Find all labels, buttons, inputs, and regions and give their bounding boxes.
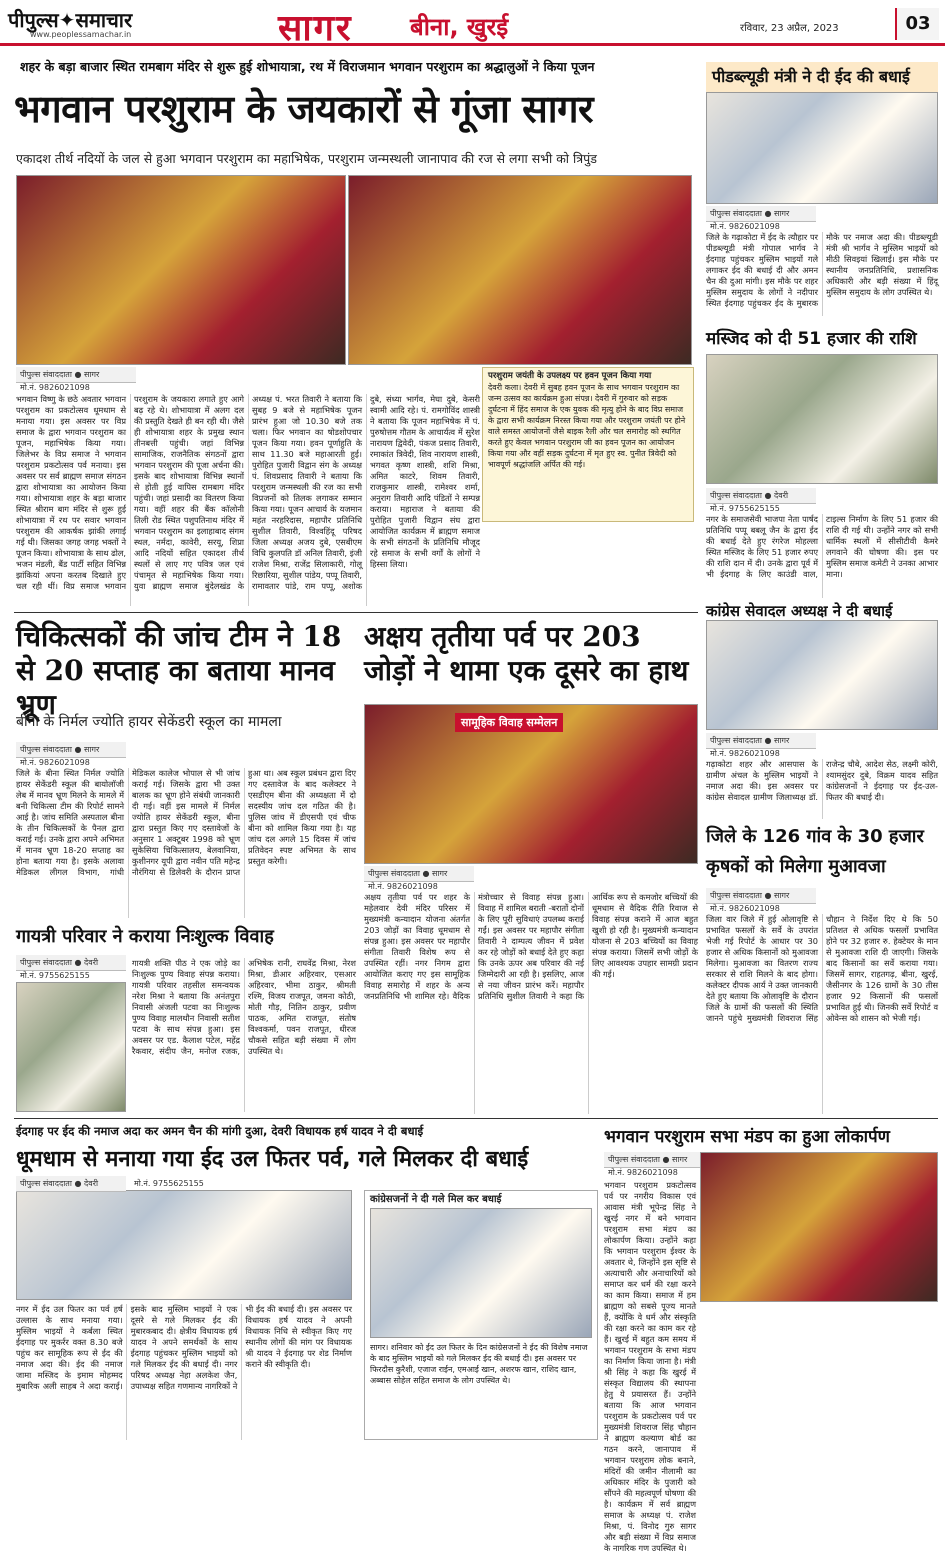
lead-kicker: शहर के बड़ा बाजार स्थित रामबाग मंदिर से शुरू हुई शोभायात्रा, रथ में विराजमान भगवान परशुराम का श्रद्धालुओं ने किया पूजन: [20, 59, 595, 74]
embryo-byline: पीपुल्स संवाददाता ● सागर: [16, 742, 126, 758]
hall-contact: मो.नं. 9826021098: [608, 1168, 678, 1177]
pwd-body: जिले के गढ़ाकोटा में ईद के त्यौहार पर पीडब्ल्यूडी मंत्री गोपाल भार्गव ने ईदगाह पहुंचकर मुस्लिम भाइयों गले लगाकर ईद की बधाई दी और अमन चैन की दुआ मांगी। इस मौके पर शहर मुस्लिम समुदाय के लोगों ने नदीपार स्थित ईदगाह पहुंचकर ईद के मुबारक मौके पर नमाज अदा की। पीडब्ल्यूडी मंत्री श्री भार्गव ने मुस्लिम भाइयों को मीठी सिवइयां खिलाई। इस मौके पर स्थानीय जनप्रतिनिधि, प्रशासनिक अधिकारी और बड़ी संख्या में हिंदू मुस्लिम समुदाय के लोग उपस्थित थे।: [706, 232, 938, 308]
eid-byline: पीपुल्स संवाददाता ● देवरी: [16, 1176, 126, 1192]
eid-caption-photo: [370, 1208, 592, 1338]
lead-photo-left: [16, 175, 346, 365]
lead-body: भगवान विष्णु के छठे अवतार भगवान परशुराम का प्रकटोत्सव धूमधाम से मनाया गया। इस अवसर पर विप्र समाज के द्वारा भगवान परशुराम का पूजन, महाभिषेक किया गया। जिलेभर के विप्र समाज ने भगवान परशुराम प्रकटोत्सव पर्व मनाया। इस अवसर पर सर्व ब्राह्मण समाज संगठन द्वारा शोभायात्रा का आयोजन किया गया। शोभायात्रा शहर के बड़ा बाजार स्थित श्रीराम बाग मंदिर से शुरू हुई शोभायात्रा में रथ पर सवार भगवान परशुराम की आकर्षक झांकी लगाई गई थी। जिसका जगह जगह भक्तों ने पूजन किया। शोभायात्रा के साथ ढोल, भजन मंडली, बैंड पार्टी सहित विभिन्न झांकियां अपना करतब दिखाते हुए चल रही थीं। विप्र समाज भगवान परशुराम के जयकारा लगाते हुए आगे बढ़ रहे थे। शोभायात्रा में अलग दल की प्रस्तुति देखते ही बन रही थी। जैसे ही शोभायात्रा शहर के प्रमुख स्थान तीनबत्ती पहुंची। जहां विभिन्न सामाजिक, राजनैतिक संगठनों द्वारा भगवान परशुराम की पूजा अर्चना की। इसके बाद शोभायात्रा विभिन्न स्थानों से होती हुई वापिस रामबाग मंदिर पहुंची। जहां प्रसादी का वितरण किया गया। वहीं शहर की बैंक कॉलोनी तिली रोड स्थित पशुपतिनाथ मंदिर में भगवान परशुराम का इलाहाबाद संगम स्थल, नर्मदा, कावेरी, सरयू, शिप्रा आदि नदियों सहित एकादश तीर्थ स्थलों से लाए गए पवित्र जल एवं पंचामृत से महाभिषेक किया गया। युवा ब्राह्मण समाज बुंदेलखंड के अध्यक्ष पं. भरत तिवारी ने बताया कि सुबह 9 बजे से महाभिषेक पूजन प्रारंभ हुआ जो 10.30 बजे तक चला। फिर भगवान का षोडशोपचार पूजन किया गया। हवन पूर्णाहुति के साथ 11.30 बजे महाआरती हुई। पुरोहित पुजारी विद्वान संग के अध्यक्ष पं. शिवप्रसाद तिवारी ने बताया कि परशुराम जन्मस्थली की रज का सभी विप्रजनों को तिलक लगाकर सम्मान किया गया। पूजन आचार्य के यजमान महंत नरहरिदास, महापौर प्रतिनिधि सुशील तिवारी, विश्वहिंदू परिषद जिला अध्यक्ष अजय दुबे, एसबीएम विधि कुलपति डॉ अनिल तिवारी, इंजी राजेश मिश्रा, राजेंद्र सिलाकारी, गोलू रिछारिया, सुशील पांडेय, पप्पू तिवारी, रामावतार पांडे, राम पप्पू, अशोक दुबे, संध्या भार्गव, मेघा दुबे, केसरी स्वामी आदि रहे। पं. रामगोविंद शास्त्री ने बताया कि पूजन महाभिषेक में पं. पुरुषोत्तम गौतम के आचार्यत्व में सुरेश नारायण द्विवेदी, पंकज प्रसाद तिवारी, रमाकांत त्रिवेदी, शिव नारायण शास्त्री, भगवत कृष्ण शास्त्री, शशि मिश्रा, अमित काटरे, शिवम तिवारी, राजकुमार शास्त्री, रामेश्वर शर्मा, अनुराग तिवारी आदि पंडितों ने सम्पन्न कराया। महाराज ने बताया की पुरोहित पुजारी विद्वान संघ द्वारा आयोजित कार्यक्रम में ब्राह्मण समाज के सभी संगठनों के प्रतिनिधि मौजूद रहे समाज के सभी वर्गों के लोगों ने हिस्सा लिया।: [16, 394, 480, 591]
section-title: सागर: [278, 7, 353, 49]
lead-photo-right: [348, 175, 692, 365]
gayatri-headline: गायत्री परिवार ने कराया निःशुल्क विवाह: [16, 926, 274, 947]
gayatri-body: गायत्री शक्ति पीठ ने एक जोड़े का निःशुल्क पुण्य विवाह संपन्न कराया। गायत्री परिवार तहसील समन्वयक नरेश मिश्रा ने बताया कि अनंतपुरा निवासी अंजली पटवा का निःशुल्क पुण्य विवाह मालथौन निवासी सतीश पटवा के साथ संपन्न हुआ। इस अवसर पर एड. कैलाश पटेल, महेंद्र रैकवार, संदीप जैन, मनोज रजक, अभिषेक रानी, राघवेंद्र मिश्रा, नेरश मिश्रा, डीआर अहिरवार, एसआर अहिरवार, भीमा ठाकुर, श्रीमती रश्मि, विजय राजपूत, जमना कोठी, मोती गौड़, नितिन ठाकुर, प्रवीण पाठक, अमित राजपूत, संतोष विश्वकर्मा, पवन राजपूत, धीरज चौकसे सहित बड़ी संख्या में लोग उपस्थित थे।: [132, 958, 356, 1056]
eid-kicker: ईदगाह पर ईद की नमाज अदा कर अमन चैन की मांगी दुआ, देवरी विधायक हर्ष यादव ने दी बधाई: [16, 1124, 424, 1138]
eid-headline: धूमधाम से मनाया गया ईद उल फितर पर्व, गले मिलकर दी बधाई: [16, 1147, 529, 1172]
divider: [14, 1118, 938, 1119]
masjid-photo: [706, 354, 938, 484]
page-number: 03: [895, 8, 939, 40]
masjid-body: नगर के समाजसेवी भाजपा नेता पार्षद प्रतिनिधि पप्पू बबलू जैन के द्वारा ईद की बधाई देते हुए रंगरेज मोहल्ला स्थित मस्जिद के लिए 51 हजार रुपए की राशि दान में दी। उनके द्वारा पूर्व में भी ईदगाह के लिए काउंडी वाल, टाइल्स निर्माण के लिए 51 हजार की राशि दी गई थी। उन्होंने नगर को सभी धार्मिक स्थलों में सीसीटीवी कैमरे लगवाने की घोषणा की। इस पर मुस्लिम समाज कमेटी ने उनका आभार माना।: [706, 514, 938, 579]
newspaper-logo: पीपुल्स✦समाचार: [8, 8, 133, 32]
hall-headline: भगवान परशुराम सभा मंडप का हुआ लोकार्पण: [604, 1127, 890, 1147]
pwd-headline: पीडब्ल्यूडी मंत्री ने दी ईद की बधाई: [706, 62, 938, 92]
marriage-byline: पीपुल्स संवाददाता ● सागर: [364, 866, 474, 882]
lead-contact: मो.नं. 9826021098: [20, 383, 90, 392]
lead-caption-title: परशुराम जयंती के उपलक्ष्य पर हवन पूजन किया गया: [488, 371, 652, 381]
congress-byline: पीपुल्स संवाददाता ● सागर: [706, 733, 816, 749]
masjid-byline: पीपुल्स संवाददाता ● देवरी: [706, 488, 816, 504]
subsection-title: बीना, खुरई: [410, 13, 509, 41]
embryo-subhead: बीना के निर्मल ज्योति हायर सेकेंडरी स्कूल का मामला: [16, 714, 282, 730]
hall-byline: पीपुल्स संवाददाता ● सागर: [604, 1152, 714, 1168]
eid-photo: [16, 1190, 352, 1300]
masjid-headline: मस्जिद को दी 51 हजार की राशि: [706, 329, 917, 349]
embryo-contact: मो.नं. 9826021098: [20, 758, 90, 767]
compensation-contact: मो.नं. 9826021098: [710, 904, 780, 913]
embryo-headline: चिकित्सकों की जांच टीम ने 18 से 20 सप्ताह का बताया मानव भ्रूण: [16, 620, 342, 721]
pwd-byline: पीपुल्स संवाददाता ● सागर: [706, 206, 816, 222]
marriage-body: अक्षय तृतीया पर्व पर शहर के महेलवार देवी मंदिर परिसर में मुख्यमंत्री कन्यादान योजना अंतर्गत 203 जोड़ों का विवाह धूमधाम से संपन्न हुआ। इस अवसर पर महापौर संगीता तिवारी विशेष रूप से उपस्थित रहीं। नगर निगम द्वारा आयोजित कराए गए इस सामूहिक विवाह समारोह में शहर के अन्य जनप्रतिनिधि भी शामिल रहे। वैदिक मंत्रोच्चार से विवाह संपन्न हुआ। विवाह में शामिल बराती -बरातों दोनों के लिए पूरी सुविधाएं उपलब्ध कराई गईं। इस अवसर पर महापौर संगीता तिवारी ने दाम्पत्य जीवन में प्रवेश कर रहे जोड़ों को बधाई देते हुए कहा कि उनके ऊपर अब परिवार की नई जिम्मेदारी आ रही है। इसलिए, आज से नया जीवन प्रारंभ करें। महापौर प्रतिनिधि सुशील तिवारी ने कहा कि आर्थिक रूप से कमजोर बच्चियों की धूमधाम से वैदिक रीति रिवाज से विवाह संपन्न कराने में आज बहुत खुशी हो रही है। मुख्यमंत्री कन्यादान योजना से 203 बच्चियों का विवाह संपन्न कराया। जिसमें सभी जोड़ों के लिए आवश्यक उपहार सामग्री प्रदान की गई।: [364, 892, 698, 1001]
gayatri-photo: [16, 982, 126, 1112]
eid-contact: मो.नं. 9755625155: [134, 1179, 204, 1188]
lead-caption-body: देवरी कला। देवरी में सुबह हवन पूजन के साथ भगवान परशुराम का जन्म उत्सव का कार्यक्रम हुआ संपन्न। देवरी में गुरुवार को सड़क दुर्घटना में हिंद समाज के एक युवक की मृत्यु होने के बाद विप्र समाज के द्वारा सभी कार्यक्रम निरस्त किया गया और परशुराम जयंती पर होने वाले समस्त आयोजनों जैसे बाइक रैली और चल समारोह को स्थगित करते हुए केवल भगवान परशुराम जी का हवन पूजन का आयोजन किया गया और वहीं सड़क दुर्घटना में मृत हुए स्व. पुनीत त्रिवेदी को भावपूर्ण श्रद्धांजलि अर्पित की गई।: [488, 383, 686, 469]
eid-body: नगर में ईद उल फितर का पर्व हर्ष उल्लास के साथ मनाया गया। मुस्लिम भाइयों ने कर्बला स्थित ईदगाह पर मुकर्रर वक्त 8.30 बजे पहुंच कर सामूहिक रूप से ईद की नमाज अदा की। ईद की नमाज जामा मस्जिद के इमाम मोहम्मद मुबारिक अली साहब ने अदा कराई। इसके बाद मुस्लिम भाइयों ने एक दूसरे से गले मिलकर ईद की मुबारकबाद दी। क्षेत्रीय विधायक हर्ष यादव ने अपने समर्थकों के साथ ईदगाह पहुंचकर मुस्लिम भाइयों को गले मिलकर ईद की बधाई दी। नगर परिषद अध्यक्ष नेहा अलकेश जैन, उपाध्यक्ष सहित गणमान्य नागरिकों ने भी ईद की बधाई दी। इस अवसर पर विधायक हर्ष यादव ने अपनी विधायक निधि से स्वीकृत किए गए स्थानीय लोगों की मांग पर विधायक श्री यादव ने ईदगाह पर शेड निर्माण कराने की स्वीकृति दी।: [16, 1304, 352, 1391]
pwd-contact: मो.नं. 9826021098: [710, 222, 780, 231]
pwd-photo: [706, 92, 938, 204]
eid-caption-body: सागर। शनिवार को ईद उल फितर के दिन कांग्रेसजनों ने ईद की विशेष नमाज के बाद मुस्लिम भाइयों को गले मिलकर ईद की बधाई दी। इस अवसर पर फिरदौस कुरैशी, एजाज राईन, एमआई खान, अशरफ खान, राशिद खान, अब्बास सोहेल सहित समाज के लोग उपस्थित थे।: [370, 1343, 588, 1385]
hall-body: भगवान परशुराम प्रकटोत्सव पर्व पर नगरीय विकास एवं आवास मंत्री भूपेन्द्र सिंह ने खुरई नगर में बने भगवान परशुराम सभा मंडप का लोकार्पण किया। उन्होंने कहा कि भगवान परशुराम ईश्वर के अवतार थे, जिन्होंने इस सृष्टि से अत्याचारी और अनाचारियों को समाप्त कर धर्म की रक्षा करने का काम किया। समाज में हम ब्राह्मण को सबसे पूज्य मानते हैं, क्योंकि वे धर्म और संस्कृति की रक्षा करने का काम कर रहे हैं। खुरई में बहुत कम समय में भगवान परशुराम के सभा मंडप का निर्माण किया जाना है। मंत्री श्री सिंह ने कहा कि खुरई में संस्कृत विद्यालय की स्थापना हेतु ये प्रयासरत हैं। उन्होंने बताया कि आज भगवान परशुराम के प्रकटोत्सव पर्व पर मुख्यमंत्री शिवराज सिंह चौहान ने ब्राह्मण कल्याण बोर्ड का गठन करने, जानापाव में भगवान परशुराम लोक बनाने, मंदिरों की जमीन नीलामी का अधिकार मंदिर के पुजारी को सौंपने की महत्वपूर्ण घोषणा की है। कार्यक्रम में सर्व ब्राह्मण समाज के अध्यक्ष पं. राजेश मिश्रा, पं. विनोद गुरु सागर और बड़ी संख्या में विप्र समाज के नागरिक गण उपस्थित थे।: [604, 1180, 696, 1553]
eid-caption-box: [364, 1190, 598, 1440]
marriage-banner: सामूहिक विवाह सम्मेलन: [455, 713, 563, 732]
gayatri-contact: मो.नं. 9755625155: [20, 971, 90, 980]
hall-photo: [700, 1152, 938, 1302]
embryo-body: जिले के बीना स्थित निर्मल ज्योति हायर सेकेंडरी स्कूल की बायोलॉजी लेब में मानव भ्रूण मिलने के मामले में बनी चिकित्सा टीम की रिपोर्ट सामने आई है। जांच समिति अस्पताल बीना के तीन चिकित्सकों के पैनल द्वारा कराई गई। उनके द्वारा अपने अभिमत में मानव भ्रूण 18-20 सप्ताह का होना बताया गया है। इसके अलावा मेडिकल लीगल विभाग, गांधी मेडिकल कालेज भोपाल से भी जांच कराई गई। जिसके द्वारा भी उक्त बालक का भ्रूण होने संबंधी जानकारी दी गई। वहीं इस मामले में निर्मल ज्योति हायर सेकेंडरी स्कूल, बीना द्वारा प्रस्तुत किए गए दस्तावेजों के अनुसार 1 अक्टूबर 1998 को भ्रूण सुकेसिया चिकित्सालय, बेलवानिया, कुशीनगर यूपी द्वारा नवीन पति महेन्द्र नौरंगिया से डिलेवरी के दौरान प्राप्त हुआ था। अब स्कूल प्रबंधन द्वारा दिए गए दस्तावेज के बाद कलेक्टर ने एसडीएम बीना की अध्यक्षता में दो सदस्यीय जांच दल गठित की है। पुलिस जांच में डीएसपी एवं चीफ बीना को शामिल किया गया है। यह जांच दल अगले 15 दिवस में जांच प्रतिवेदन स्पष्ट अभिमत के साथ प्रस्तुत करेगी।: [16, 768, 356, 877]
masjid-contact: मो.नं. 9755625155: [710, 504, 780, 513]
congress-headline: कांग्रेस सेवादल अध्यक्ष ने दी बधाई: [706, 602, 893, 620]
lead-subhead: एकादश तीर्थ नदियों के जल से हुआ भगवान परशुराम का महाभिषेक, परशुराम जन्मस्थली जानापाव की रज से लगा सभी को त्रिपुंड: [16, 151, 597, 166]
masthead: [0, 0, 945, 49]
website-url: www.peoplessamachar.in: [30, 30, 132, 39]
marriage-photo: [364, 704, 698, 864]
congress-contact: मो.नं. 9826021098: [710, 749, 780, 758]
eid-caption-title: कांग्रेसजनों ने दी गले मिल कर बधाई: [370, 1194, 502, 1205]
congress-photo: [706, 620, 938, 730]
gayatri-byline: पीपुल्स संवाददाता ● देवरी: [16, 955, 126, 971]
lead-byline: पीपुल्स संवाददाता ● सागर: [16, 367, 136, 383]
compensation-body: जिला वार जिले में हुई ओलावृष्टि से प्रभावित फसलों के सर्वे के उपरांत भेजी गई रिपोर्ट के आधार पर 30 हजार से अधिक किसानों को मुआवजा मिलेगा। मुआवजा का वितरण राज्य सरकार से राशि मिलने के बाद होगा। कलेक्टर दीपक आर्य ने उक्त जानकारी देते हुए बताया कि ओलावृष्टि के दौरान जिले के ग्रामों की फसलों की स्थिति जानने पहुंचे मुख्यमंत्री शिवराज सिंह चौहान ने निर्देश दिए थे कि 50 प्रतिशत से अधिक फसलों प्रभावित होने पर 32 हजार रु. हेक्टेयर के मान से मुआवजा राशि दी जाएगी। जिसके बाद किसानों का सर्वे कराया गया। जिसमें सागर, राहतगढ़, बीना, खुरई, जैसीनगर के 126 ग्रामों के 30 तीस हजार 92 किसानों की फसलों प्रभावित हुई थी। जिनकी सर्वे रिपोर्ट व ओवेन्स को शासन को भेजी गई।: [706, 914, 938, 1023]
marriage-contact: मो.नं. 9826021098: [368, 882, 438, 891]
compensation-byline: पीपुल्स संवाददाता ● सागर: [706, 888, 816, 904]
dateline: रविवार, 23 अप्रैल, 2023: [740, 23, 839, 34]
divider: [14, 612, 698, 613]
congress-body: गढ़ाकोटा शहर और आसपास के ग्रामीण अंचल के मुस्लिम भाइयों ने नमाज अदा की। इस अवसर पर कांग्रेस सेवादल ग्रामीण जिलाध्यक्ष डॉ. राजेन्द्र चौबे, आदेश सेठ, लक्ष्मी कोरी, श्यामसुंदर दुबे, विक्रम यादव सहित कांग्रेसजनों ने ईदगाह पर ईद-उल-फितर की बधाई दी।: [706, 759, 938, 802]
lead-caption-box: [482, 367, 694, 522]
compensation-headline: जिले के 126 गांव के 30 हजार कृषकों को मिलेगा मुआवजा: [706, 826, 924, 877]
lead-headline: भगवान परशुराम के जयकारों से गूंजा सागर: [14, 86, 594, 131]
marriage-headline: अक्षय तृतीया पर्व पर 203 जोड़ों ने थामा एक दूसरे का हाथ: [364, 620, 689, 687]
